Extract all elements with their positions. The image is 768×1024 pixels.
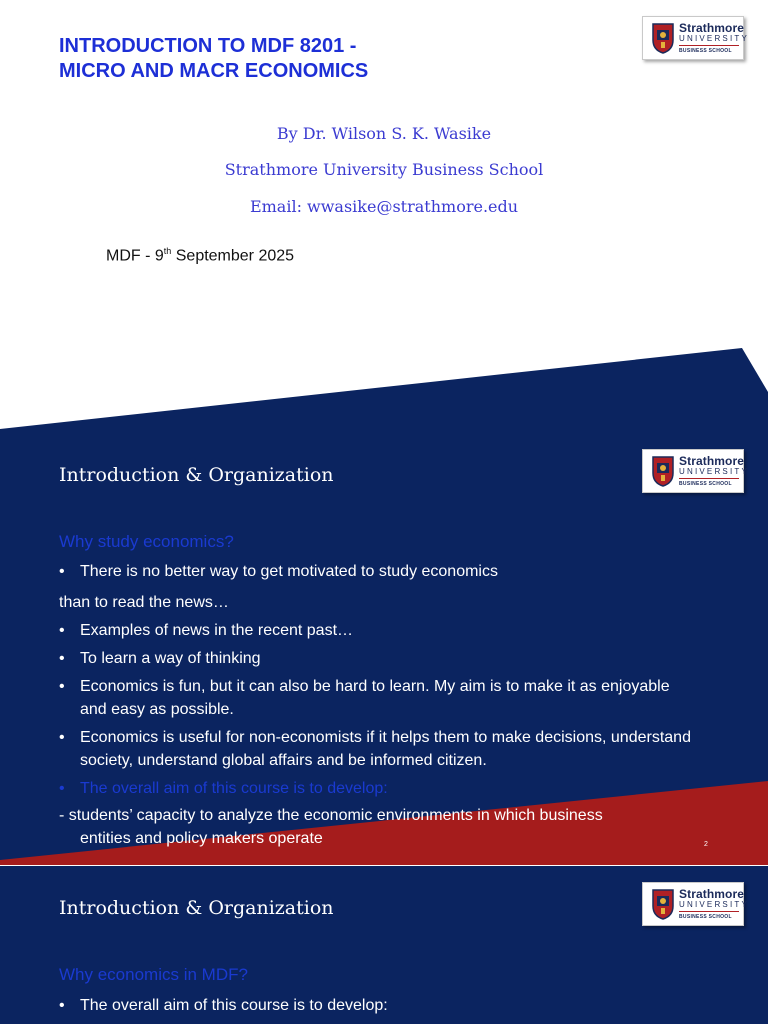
bullet-item (59, 560, 699, 583)
date-prefix: MDF - 9 (106, 247, 164, 265)
strathmore-logo (642, 449, 750, 493)
dash-item-continuation: entities and policy makers operate (80, 830, 323, 847)
bullet-item (59, 619, 699, 642)
crest-icon (651, 888, 675, 920)
bullet-icon: • (59, 650, 65, 667)
bullet-text: Economics is useful for non-economists if it helps them to make decisions, understand society, understand global affairs and be informed citizen. (80, 729, 691, 769)
slide-2-subheading: Why study economics? (59, 532, 234, 551)
bullet-text: The overall aim of this course is to develop: (80, 997, 388, 1014)
bullet-item (59, 647, 699, 670)
logo-name: Strathmore (679, 454, 745, 468)
logo-university: UNIVERSITY (679, 467, 750, 476)
institution-line: Strathmore University Business School (224, 160, 544, 179)
bullet-text: To learn a way of thinking (80, 650, 261, 667)
continuation-text: than to read the news… (59, 594, 229, 611)
bullet-icon: • (59, 729, 65, 746)
bullet-item (59, 994, 699, 1017)
date-suffix: September 2025 (171, 247, 295, 265)
bullet-text: Examples of news in the recent past… (80, 622, 354, 639)
bullet-item (59, 675, 699, 721)
crest-icon (651, 22, 675, 54)
title-line-2: MICRO AND MACR ECONOMICS (59, 60, 369, 82)
logo-divider (679, 478, 739, 479)
logo-name: Strathmore (679, 887, 745, 901)
bullet-item (59, 726, 699, 772)
logo-name: Strathmore (679, 21, 745, 35)
bullet-text: There is no better way to get motivated to study economics (80, 563, 498, 580)
logo-school: BUSINESS SCHOOL (679, 48, 732, 54)
bullet-icon: • (59, 563, 65, 580)
logo-school: BUSINESS SCHOOL (679, 481, 732, 487)
slide-3-subheading: Why economics in MDF? (59, 965, 248, 984)
slide-2-title: Introduction & Organization (59, 464, 334, 486)
bullet-text: The overall aim of this course is to develop: (80, 780, 388, 797)
bullet-icon: • (59, 678, 65, 695)
slide-1-title (59, 34, 368, 84)
bullet-icon: • (59, 997, 65, 1014)
slide-2 (0, 432, 768, 865)
slide-3 (0, 866, 768, 1024)
strathmore-logo (642, 16, 750, 60)
author-line: By Dr. Wilson S. K. Wasike (276, 124, 492, 143)
logo-divider (679, 911, 739, 912)
dash-item (59, 804, 699, 850)
crest-icon (651, 455, 675, 487)
date-superscript: th (163, 246, 172, 256)
dash-item-text: - students’ capacity to analyze the economic environments in which business (59, 807, 603, 824)
bullet-item (59, 777, 699, 800)
title-line-1: INTRODUCTION TO MDF 8201 - (59, 35, 357, 57)
presentation-date (106, 246, 294, 265)
logo-university: UNIVERSITY (679, 900, 750, 909)
bullet-icon: • (59, 622, 65, 639)
slide-3-title: Introduction & Organization (59, 897, 334, 919)
logo-school: BUSINESS SCHOOL (679, 914, 732, 920)
slide-1 (0, 0, 768, 432)
email-line: Email: wwasike@strathmore.edu (249, 197, 519, 216)
bullet-icon: • (59, 780, 65, 797)
logo-university: UNIVERSITY (679, 34, 750, 43)
bullet-text: Economics is fun, but it can also be hard to learn. My aim is to make it as enjoyable and easy as possible. (80, 678, 670, 718)
logo-divider (679, 45, 739, 46)
strathmore-logo (642, 882, 750, 926)
page-number: 2 (704, 841, 708, 848)
